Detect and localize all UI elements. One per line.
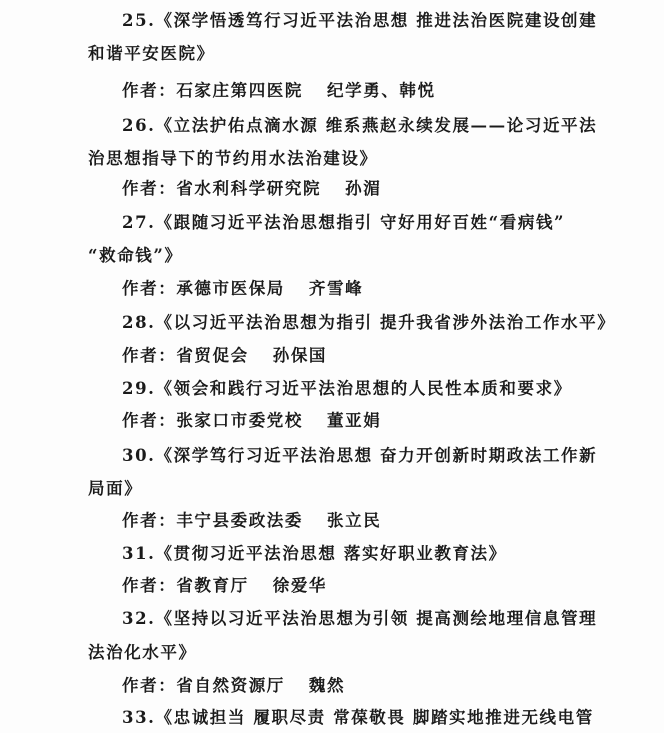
entry-32-title-line1: 32.《坚持以习近平法治思想为引领 提高测绘地理信息管理 [122, 609, 598, 628]
entry-31-title-line1: 31.《贯彻习近平法治思想 落实好职业教育法》 [122, 544, 507, 563]
author-unit: 省教育厅 [176, 576, 249, 595]
entry-26-title-line1: 26.《立法护佑点滴水源 维系燕赵永续发展——论习近平法 [122, 116, 598, 135]
author-label: 作者： [122, 676, 177, 695]
author-names: 张立民 [327, 511, 382, 530]
author-label: 作者： [122, 279, 177, 298]
author-names: 魏然 [308, 676, 346, 695]
entry-32-title-line2: 法治化水平》 [88, 643, 197, 662]
entry-30-title-line2: 局面》 [88, 479, 143, 498]
author-label: 作者： [122, 346, 177, 365]
author-unit: 省自然资源厅 [176, 676, 285, 695]
entry-32-author [122, 675, 345, 697]
entry-30-title-line1: 30.《深学笃行习近平法治思想 奋力开创新时期政法工作新 [122, 446, 598, 465]
entry-25-author [122, 80, 436, 102]
author-unit: 石家庄第四医院 [176, 81, 304, 100]
entry-28-title-line1: 28.《以习近平法治思想为指引 提升我省涉外法治工作水平》 [122, 313, 616, 332]
entry-29-title-line1: 29.《领会和践行习近平法治思想的人民性本质和要求》 [122, 379, 572, 398]
entry-27-title-line2: “救命钱”》 [88, 246, 183, 265]
author-label: 作者： [122, 81, 177, 100]
author-names: 齐雪峰 [308, 279, 364, 298]
entry-25-title-line1: 25.《深学悟透笃行习近平法治思想 推进法治医院建设创建 [122, 11, 598, 30]
author-names: 孙保国 [272, 346, 328, 365]
entry-33-title-line1: 33.《忠诚担当 履职尽责 常葆敬畏 脚踏实地推进无线电管 [122, 708, 594, 727]
author-unit: 省贸促会 [176, 346, 249, 365]
author-label: 作者： [122, 411, 177, 430]
entry-27-title-line1: 27.《跟随习近平法治思想指引 守好用好百姓“看病钱” [122, 213, 566, 232]
author-names: 徐爱华 [272, 576, 328, 595]
entry-29-author [122, 410, 381, 432]
entry-31-author [122, 575, 327, 597]
entry-26-author [122, 178, 381, 200]
author-names: 董亚娟 [327, 411, 382, 430]
entry-30-author [122, 510, 381, 532]
entry-27-author [122, 278, 363, 300]
author-label: 作者： [122, 576, 177, 595]
author-names: 纪学勇、韩悦 [327, 81, 436, 100]
entry-25-title-line2: 和谐平安医院》 [88, 44, 215, 63]
author-unit: 承德市医保局 [176, 279, 285, 298]
author-unit: 省水利科学研究院 [176, 179, 322, 198]
author-label: 作者： [122, 511, 177, 530]
entry-26-title-line2: 治思想指导下的节约用水法治建设》 [88, 149, 378, 168]
author-unit: 丰宁县委政法委 [176, 511, 304, 530]
author-label: 作者： [122, 179, 177, 198]
author-names: 孙湄 [345, 179, 382, 198]
entry-28-author [122, 345, 327, 367]
author-unit: 张家口市委党校 [176, 411, 304, 430]
